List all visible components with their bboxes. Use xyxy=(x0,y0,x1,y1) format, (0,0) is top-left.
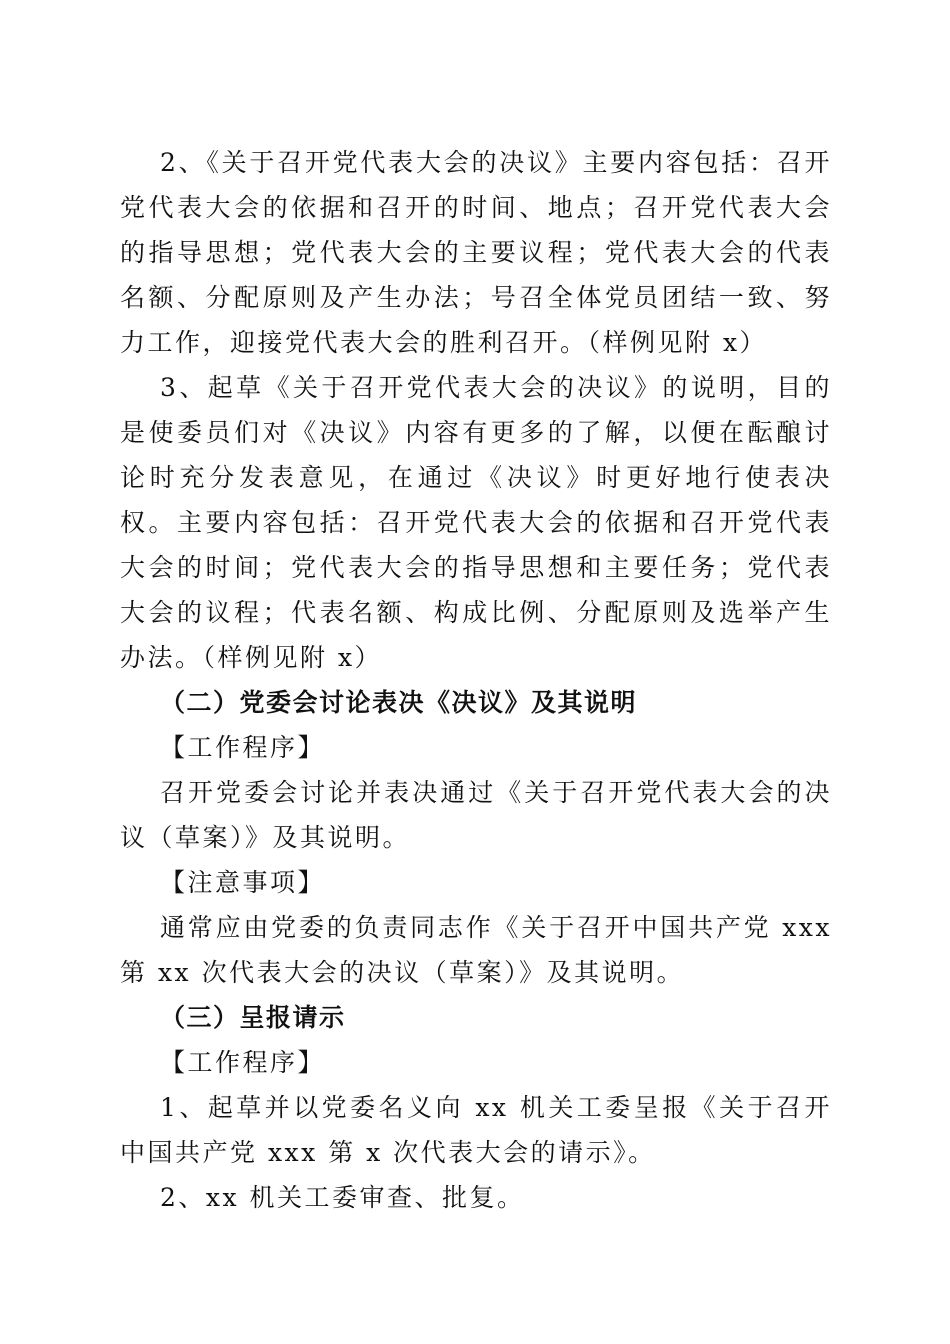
paragraph-notes-content: 通常应由党委的负责同志作《关于召开中国共产党 xxx 第 xx 次代表大会的决议（草案）》及其说明。 xyxy=(120,913,832,987)
paragraph-committee-meeting: 召开党委会讨论并表决通过《关于召开党代表大会的决议（草案）》及其说明。 xyxy=(120,778,832,852)
paragraph-resolution-contents: 2、《关于召开党代表大会的决议》主要内容包括：召开党代表大会的依据和召开的时间、地点；召开党代表大会的指导思想；党代表大会的主要议程；党代表大会的代表名额、分配原则及产生办法；号召全体党员团结一致、努力工作，迎接党代表大会的胜利召开。（样例见附 x） xyxy=(120,148,832,357)
document-body xyxy=(120,140,832,1220)
section-heading-submit-request: （三）呈报请示 xyxy=(160,1003,346,1032)
label-work-procedure-2: 【工作程序】 xyxy=(160,1048,326,1077)
paragraph-review-approval: 2、xx 机关工委审查、批复。 xyxy=(160,1183,525,1212)
label-work-procedure: 【工作程序】 xyxy=(160,733,326,762)
paragraph-draft-request: 1、起草并以党委名义向 xx 机关工委呈报《关于召开中国共产党 xxx 第 x 次代表大会的请示》。 xyxy=(120,1093,832,1167)
label-notes: 【注意事项】 xyxy=(160,868,326,897)
section-heading-committee-vote: （二）党委会讨论表决《决议》及其说明 xyxy=(160,688,638,717)
paragraph-resolution-explanation: 3、起草《关于召开党代表大会的决议》的说明，目的是使委员们对《决议》内容有更多的了解，以便在酝酿讨论时充分发表意见，在通过《决议》时更好地行使表决权。主要内容包括：召开党代表大会的依据和召开党代表大会的时间；党代表大会的指导思想和主要任务；党代表大会的议程；代表名额、构成比例、分配原则及选举产生办法。（样例见附 x） xyxy=(120,373,832,672)
